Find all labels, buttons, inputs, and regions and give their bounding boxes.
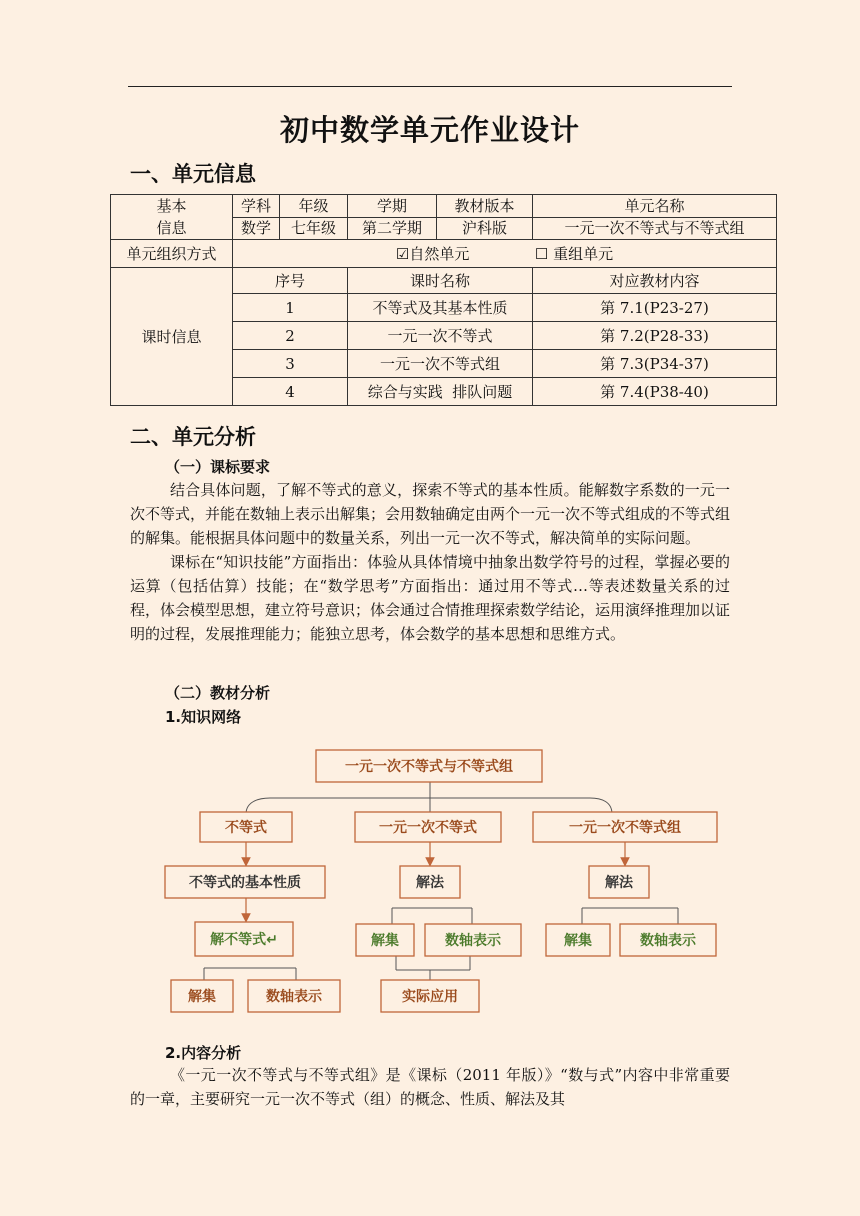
value-unit-name: 一元一次不等式与不等式组 <box>533 217 777 240</box>
lesson-info-label: 课时信息 <box>111 268 233 406</box>
node-solve-inequality: 解不等式↵ <box>210 932 278 948</box>
lesson-header-no: 序号 <box>233 268 348 294</box>
node-application: 实际应用 <box>402 989 458 1005</box>
root-node: 一元一次不等式与不等式组 <box>345 759 513 775</box>
value-grade: 七年级 <box>280 217 348 240</box>
curriculum-text <box>130 478 730 646</box>
node-number-line: 数轴表示 <box>445 933 501 949</box>
knowledge-network-heading: 1.知识网络 <box>165 708 242 726</box>
node-inequality-system: 一元一次不等式组 <box>569 820 681 836</box>
content-analysis-text <box>130 1063 730 1111</box>
paragraph: 《一元一次不等式与不等式组》是《课标（2011 年版）》“数与式”内容中非常重要的一章，主要研究一元一次不等式（组）的概念、性质、解法及其 <box>130 1066 730 1108</box>
page-title: 初中数学单元作业设计 <box>279 113 580 147</box>
section-unit-info-heading: 一、单元信息 <box>130 162 256 186</box>
node-solution-method: 解法 <box>605 875 633 891</box>
node-solution-set: 解集 <box>188 989 216 1005</box>
node-number-line: 数轴表示 <box>266 989 322 1005</box>
node-basic-properties: 不等式的基本性质 <box>189 875 301 891</box>
lesson-no: 1 <box>233 294 348 322</box>
section-unit-analysis-heading: 二、单元分析 <box>130 425 256 449</box>
textbook-analysis-heading: （二）教材分析 <box>165 684 271 702</box>
lesson-content: 第 7.4(P38-40) <box>533 378 777 406</box>
node-inequality: 不等式 <box>225 820 267 836</box>
lesson-name: 不等式及其基本性质 <box>348 294 533 322</box>
node-number-line: 数轴表示 <box>640 933 696 949</box>
org-mode-options <box>233 240 777 268</box>
org-mode-label: 单元组织方式 <box>111 240 233 268</box>
header-unit-name: 单元名称 <box>533 195 777 218</box>
value-edition: 沪科版 <box>437 217 533 240</box>
natural-unit-checkbox[interactable]: ☑自然单元 <box>395 244 470 263</box>
header-grade: 年级 <box>280 195 348 218</box>
lesson-name: 综合与实践 排队问题 <box>348 378 533 406</box>
paragraph: 结合具体问题，了解不等式的意义，探索不等式的基本性质。能解数字系数的一元一次不等式，并能在数轴上表示出解集；会用数轴确定由两个一元一次不等式组成的不等式组的解集。能根据具体问题中的数量关系，列出一元一次不等式，解决简单的实际问题。 <box>130 481 731 547</box>
node-solution-set: 解集 <box>371 933 399 949</box>
curriculum-standard-heading: （一）课标要求 <box>165 458 271 476</box>
header-subject: 学科 <box>233 195 280 218</box>
paragraph: 课标在“知识技能”方面指出：体验从具体情境中抽象出数学符号的过程，掌握必要的运算（包括估算）技能；在“数学思考”方面指出：通过用不等式…等表述数量关系的过程，体会模型思想，建立符号意识；体会通过合情推理探索数学结论，运用演绎推理加以证明的过程，发展推理能力；能独立思考，体会数学的基本思想和思维方式。 <box>130 553 731 643</box>
lesson-no: 2 <box>233 322 348 350</box>
lesson-content: 第 7.1(P23-27) <box>533 294 777 322</box>
node-solution-method: 解法 <box>416 875 444 891</box>
knowledge-network-diagram <box>0 740 860 1030</box>
lesson-content: 第 7.2(P28-33) <box>533 322 777 350</box>
content-analysis-heading: 2.内容分析 <box>165 1044 242 1062</box>
node-solution-set: 解集 <box>564 933 592 949</box>
basic-info-label: 基本 信息 <box>111 195 233 240</box>
header-term: 学期 <box>348 195 437 218</box>
lesson-header-content: 对应教材内容 <box>533 268 777 294</box>
lesson-name: 一元一次不等式组 <box>348 350 533 378</box>
header-edition: 教材版本 <box>437 195 533 218</box>
header-rule <box>128 86 732 87</box>
node-linear-inequality: 一元一次不等式 <box>379 820 477 836</box>
value-term: 第二学期 <box>348 217 437 240</box>
regroup-unit-checkbox[interactable]: ☐ 重组单元 <box>534 244 614 263</box>
value-subject: 数学 <box>233 217 280 240</box>
lesson-no: 4 <box>233 378 348 406</box>
lesson-name: 一元一次不等式 <box>348 322 533 350</box>
lesson-content: 第 7.3(P34-37) <box>533 350 777 378</box>
lesson-no: 3 <box>233 350 348 378</box>
unit-info-table <box>110 194 777 406</box>
lesson-header-name: 课时名称 <box>348 268 533 294</box>
